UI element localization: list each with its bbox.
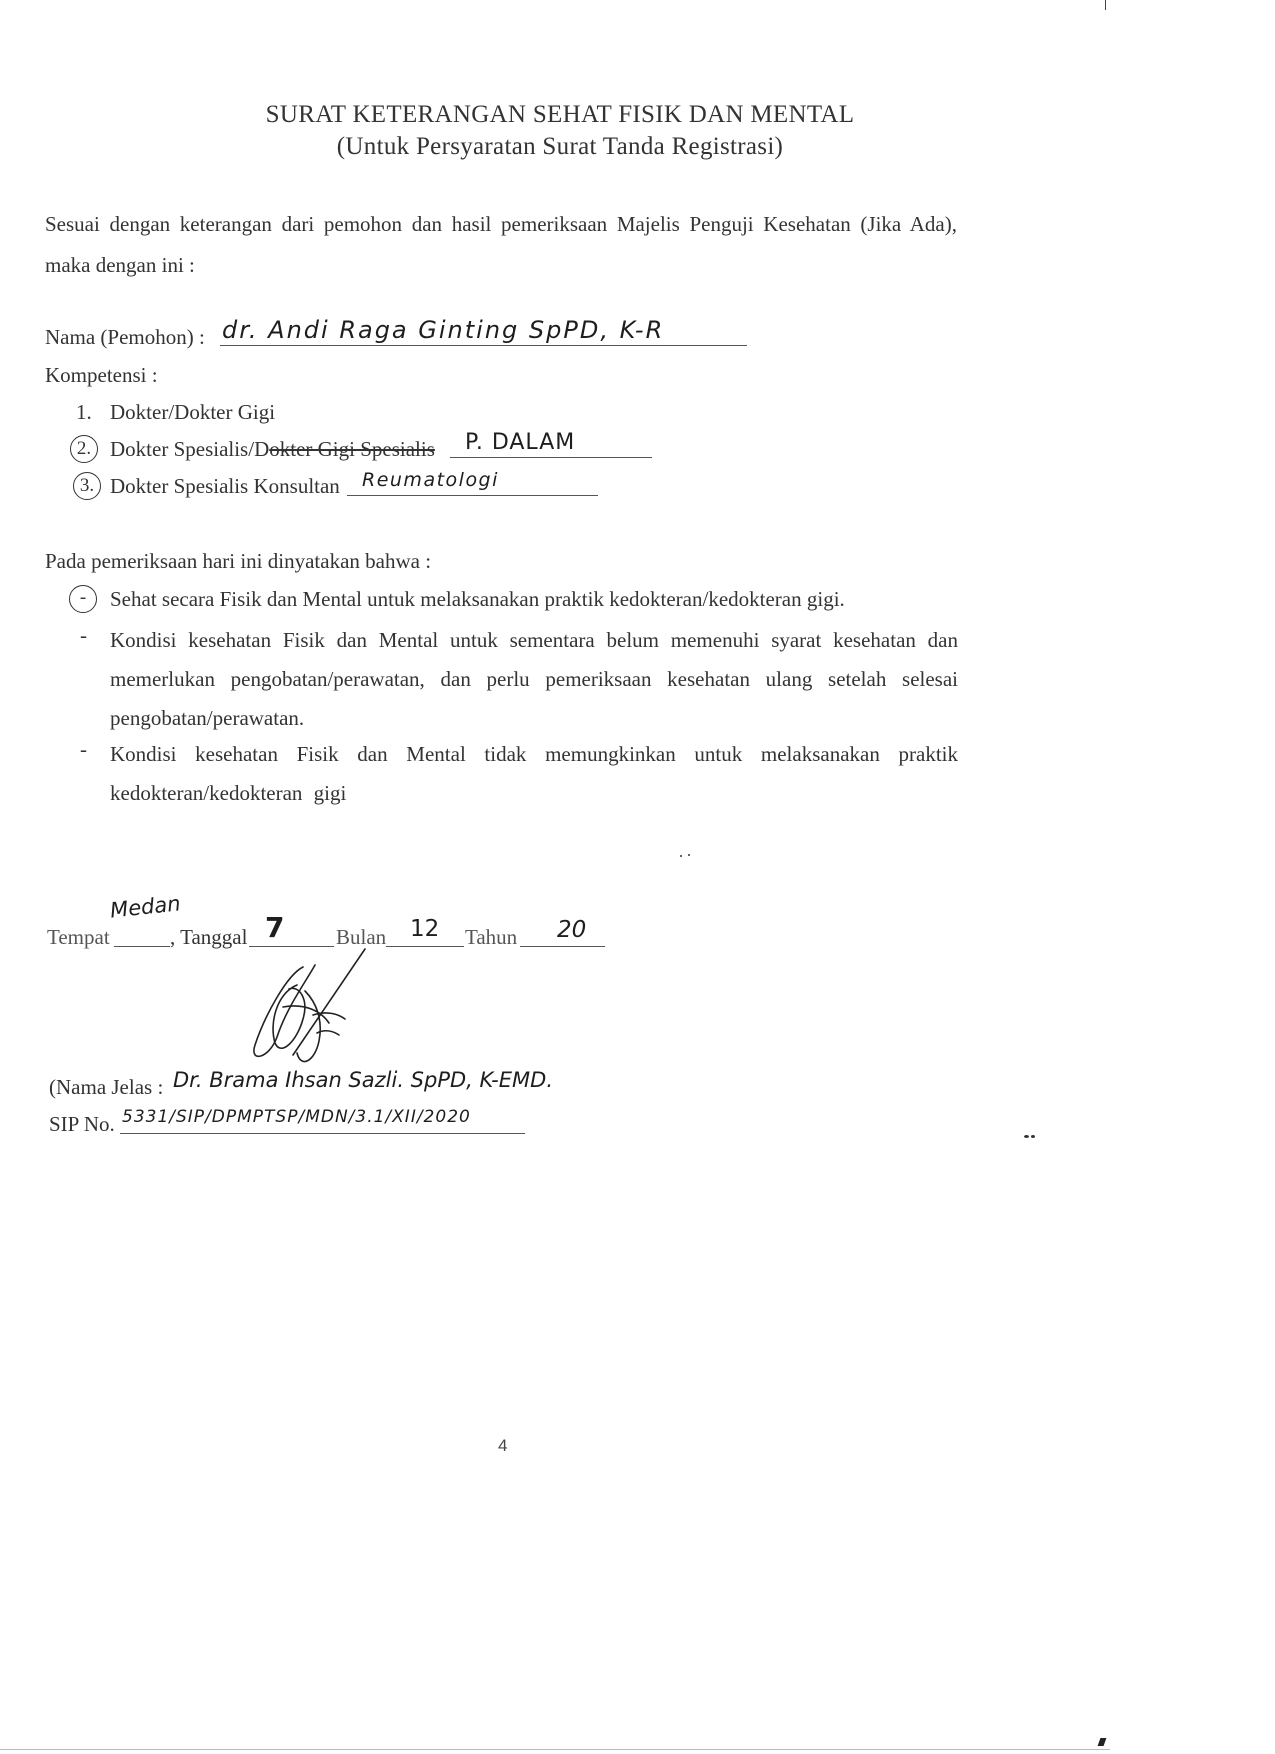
document-title: SURAT KETERANGAN SEHAT FISIK DAN MENTAL — [265, 101, 855, 128]
option-2-label-struck: okter Gigi Spesialis — [269, 437, 435, 461]
finding-3-marker: - — [80, 737, 87, 761]
intro-line-2: maka dengan ini : — [45, 253, 195, 277]
finding-2-text: Kondisi kesehatan Fisik dan Mental untuk sementara belum memenuhi syarat kesehatan dan memerlukan pengobatan/perawatan, dan perlu pemeriksaan kesehatan ulang setelah selesai pengobatan/perawatan. — [110, 628, 958, 730]
tanggal-handwritten: 7 — [265, 911, 285, 944]
sip-underline — [120, 1133, 525, 1134]
right-edge-mark — [1105, 0, 1106, 10]
intro-line-1: Sesuai dengan keterangan dari pemohon dan hasil pemeriksaan Majelis Penguji Kesehatan (Jika Ada), — [45, 212, 957, 236]
option-2-underline — [450, 457, 652, 458]
tanggal-label: , Tanggal — [170, 925, 248, 949]
page-number: 4 — [498, 1436, 508, 1455]
bulan-handwritten: 12 — [410, 916, 440, 942]
tempat-handwritten: Medan — [108, 891, 182, 923]
bulan-underline — [386, 946, 464, 947]
option-3-handwritten: Reumatologi — [362, 469, 499, 491]
scan-speck — [688, 854, 690, 856]
option-2-circled-number: 2. — [70, 435, 98, 463]
option-3-circled-number: 3. — [73, 472, 101, 500]
finding-1-text: Sehat secara Fisik dan Mental untuk melaksanakan praktik kedokteran/kedokteran gigi. — [110, 587, 845, 611]
option-1-number: 1. — [76, 400, 92, 424]
sip-handwritten: 5331/SIP/DPMPTSP/MDN/3.1/XII/2020 — [122, 1107, 471, 1127]
name-handwritten-value: dr. Andi Raga Ginting SpPD, K-R — [222, 316, 665, 344]
bulan-label: Bulan — [336, 925, 387, 949]
sip-label: SIP No. — [49, 1112, 115, 1136]
tempat-label: Tempat — [47, 925, 110, 949]
nama-jelas-handwritten: Dr. Brama Ihsan Sazli. SpPD, K-EMD. — [173, 1068, 553, 1092]
option-2-label — [110, 437, 435, 462]
handwritten-signature — [225, 945, 395, 1075]
name-underline — [220, 345, 747, 346]
bottom-scan-line — [0, 1749, 1110, 1750]
finding-2-marker: - — [80, 623, 87, 647]
finding-3-text: Kondisi kesehatan Fisik dan Mental tidak memungkinkan untuk melaksanakan praktik kedokteran/kedokteran gigi — [110, 742, 958, 805]
tahun-handwritten: 20 — [557, 917, 587, 943]
nama-jelas-label: (Nama Jelas : — [49, 1075, 164, 1099]
document-subtitle: (Untuk Persyaratan Surat Tanda Registrasi) — [336, 133, 784, 160]
findings-intro: Pada pemeriksaan hari ini dinyatakan bahwa : — [45, 549, 432, 573]
kompetensi-label: Kompetensi : — [45, 363, 158, 387]
tahun-label: Tahun — [465, 925, 518, 949]
option-2-handwritten: P. DALAM — [465, 430, 576, 455]
tahun-underline — [520, 946, 605, 947]
tempat-underline — [114, 946, 170, 947]
option-3-label: Dokter Spesialis Konsultan — [110, 474, 340, 498]
name-label: Nama (Pemohon) : — [45, 325, 205, 349]
scan-speck — [1031, 1135, 1035, 1138]
finding-1-circled-marker: - — [69, 585, 97, 613]
option-2-label-plain: Dokter Spesialis/D — [110, 437, 270, 461]
scan-speck — [680, 855, 682, 857]
option-3-underline — [347, 495, 598, 496]
scan-speck — [1024, 1135, 1029, 1138]
bottom-right-scan-mark — [1098, 1738, 1107, 1746]
option-1-label: Dokter/Dokter Gigi — [110, 400, 276, 424]
